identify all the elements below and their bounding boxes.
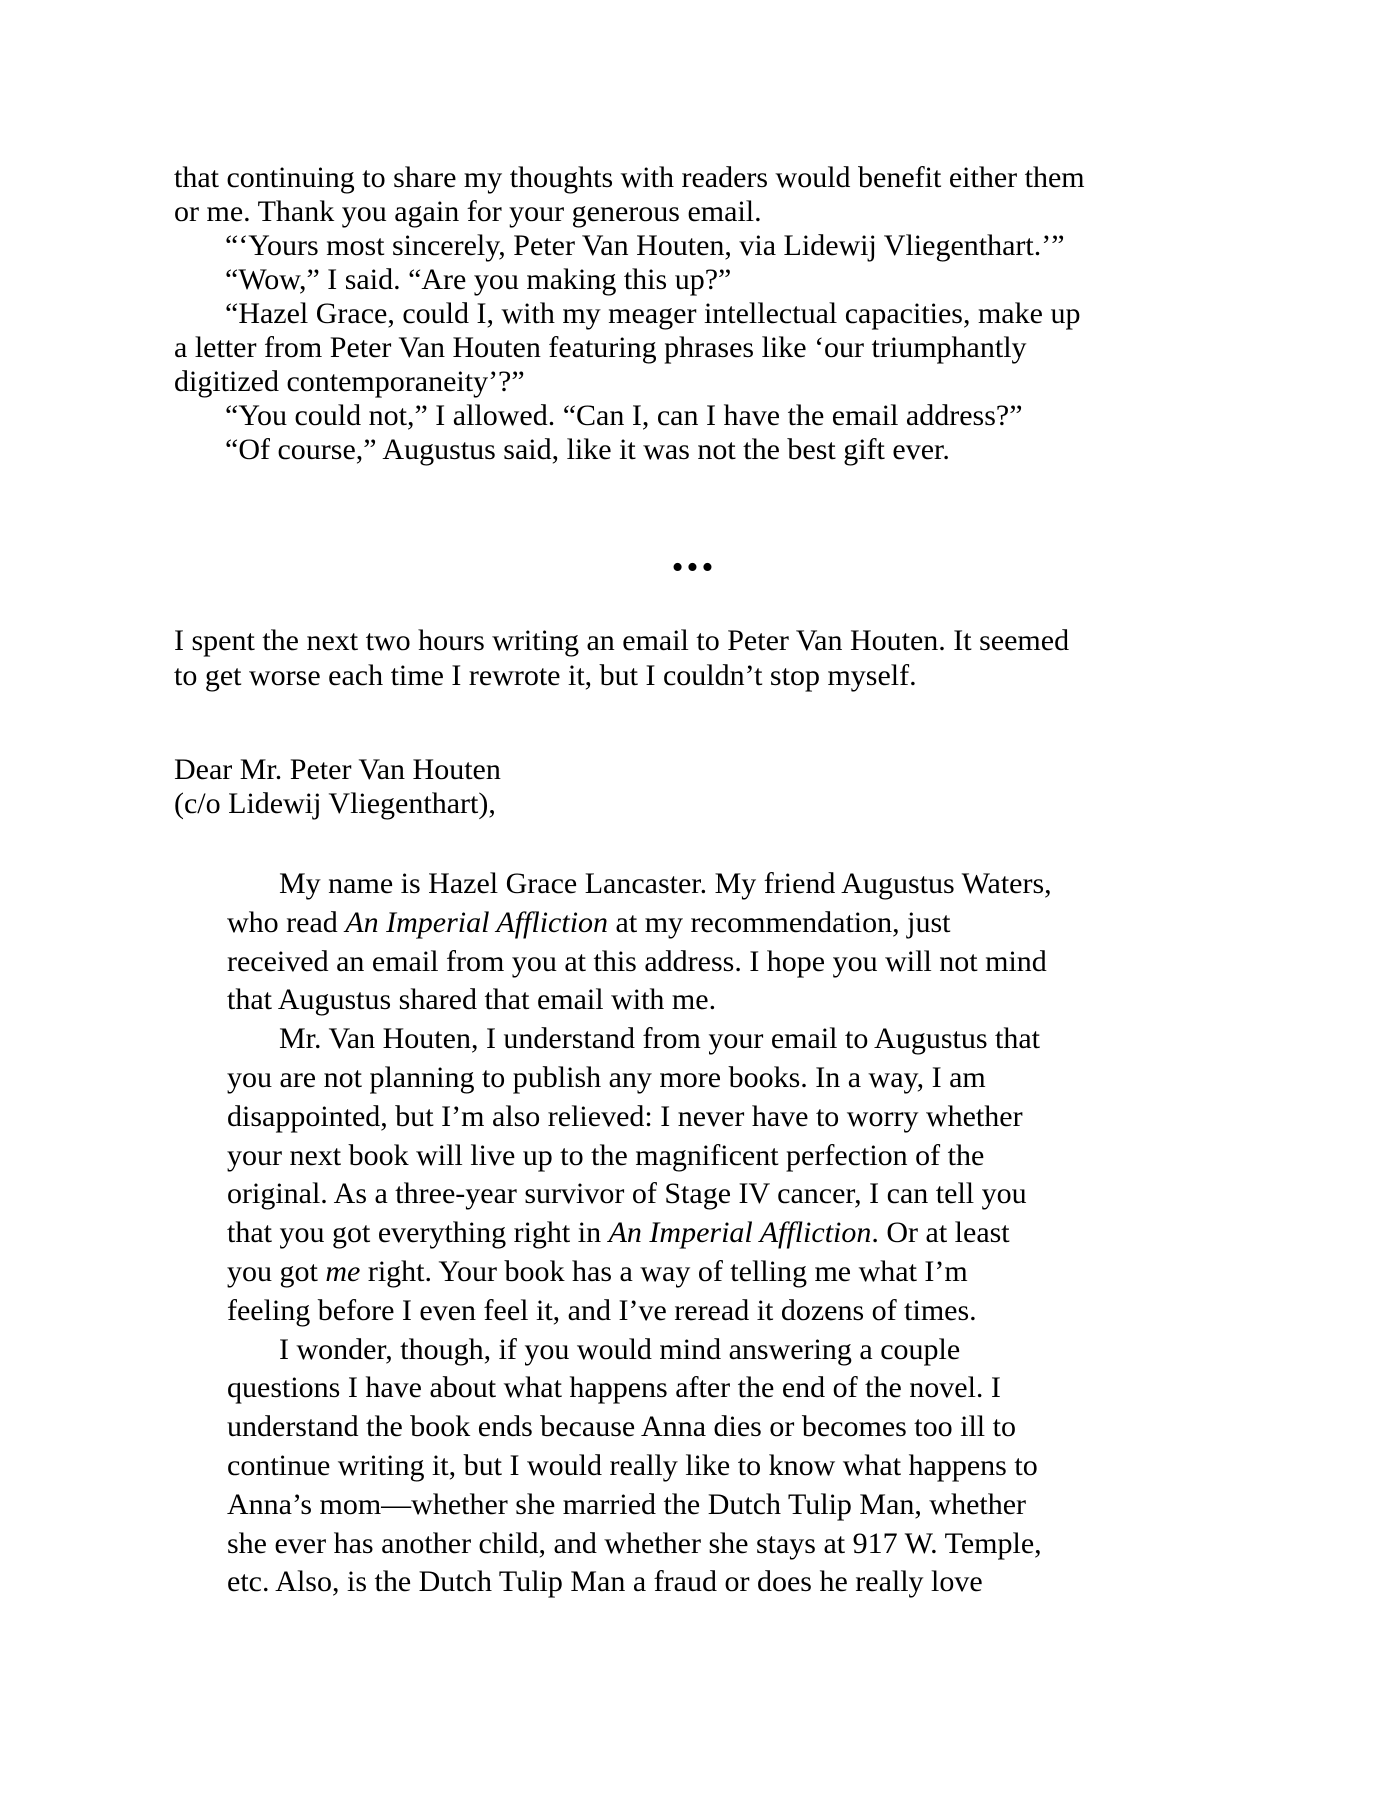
text-line	[227, 865, 1237, 904]
paragraph	[174, 229, 1234, 263]
paragraph	[174, 753, 1234, 821]
narration-after-break	[174, 624, 1234, 693]
text-segment: Dear Mr. Peter Van Houten	[174, 753, 501, 786]
italic-text: An Imperial Affliction	[345, 905, 609, 939]
text-segment: continue writing it, but I would really like to know what happens to	[227, 1448, 1038, 1482]
paragraph	[227, 865, 1237, 1020]
text-line	[227, 1020, 1237, 1059]
text-segment: understand the book ends because Anna dies or becomes too ill to	[227, 1410, 1016, 1444]
text-segment: disappointed, but I’m also relieved: I never have to worry whether	[227, 1099, 1023, 1133]
text-segment: that Augustus shared that email with me.	[227, 983, 717, 1017]
text-segment: digitized contemporaneity’?”	[174, 365, 525, 398]
text-line	[174, 229, 1234, 263]
text-segment: that you got everything right in	[227, 1216, 609, 1250]
text-segment: questions I have about what happens after the end of the novel. I	[227, 1371, 1001, 1405]
text-segment: right. Your book has a way of telling me what I’m	[360, 1254, 968, 1288]
text-segment: I spent the next two hours writing an email to Peter Van Houten. It seemed	[174, 624, 1070, 657]
text-line	[227, 1408, 1237, 1447]
text-segment: original. As a three-year survivor of Stage IV cancer, I can tell you	[227, 1177, 1027, 1211]
text-segment: I wonder, though, if you would mind answering a couple	[279, 1332, 961, 1366]
text-line	[174, 753, 1234, 787]
italic-text: An Imperial Affliction	[608, 1216, 872, 1250]
text-segment: . Or at least	[871, 1216, 1010, 1250]
text-segment: “Hazel Grace, could I, with my meager intellectual capacities, make up	[225, 297, 1081, 330]
text-line	[227, 943, 1237, 982]
text-segment: that continuing to share my thoughts with readers would benefit either them	[174, 161, 1085, 194]
text-line	[174, 195, 1234, 229]
text-line	[227, 1447, 1237, 1486]
paragraph	[227, 1331, 1237, 1603]
text-segment: received an email from you at this address. I hope you will not mind	[227, 944, 1047, 978]
text-segment: to get worse each time I rewrote it, but I couldn’t stop myself.	[174, 658, 917, 692]
text-line	[174, 365, 1234, 399]
text-line	[227, 1214, 1237, 1253]
text-line	[227, 1369, 1237, 1408]
text-segment: (c/o Lidewij Vliegenthart),	[174, 787, 496, 820]
text-line	[227, 1486, 1237, 1525]
text-line	[174, 331, 1234, 365]
text-segment: or me. Thank you again for your generous email.	[174, 195, 762, 228]
text-segment: “‘Yours most sincerely, Peter Van Houten, via Lidewij Vliegenthart.’”	[225, 229, 1065, 262]
text-segment: you got	[227, 1254, 326, 1288]
paragraph	[174, 399, 1234, 433]
text-segment: at my recommendation, just	[608, 905, 951, 939]
text-segment: “Wow,” I said. “Are you making this up?”	[225, 263, 732, 296]
text-line	[174, 787, 1234, 821]
letter-salutation	[174, 753, 1234, 821]
scene-break-dots: •••	[671, 549, 717, 586]
text-line	[227, 1331, 1237, 1370]
paragraph	[227, 1020, 1237, 1330]
text-line	[227, 1175, 1237, 1214]
text-line	[227, 1563, 1237, 1602]
text-line	[174, 433, 1234, 467]
paragraph	[174, 624, 1234, 693]
paragraph	[174, 433, 1234, 467]
text-segment: etc. Also, is the Dutch Tulip Man a fraud or does he really love	[227, 1565, 983, 1599]
text-line	[174, 399, 1234, 433]
paragraph	[174, 161, 1234, 229]
paragraph	[174, 297, 1234, 399]
text-line	[227, 1253, 1237, 1292]
text-line	[174, 297, 1234, 331]
text-line	[174, 161, 1234, 195]
text-line	[174, 624, 1234, 659]
text-segment: My name is Hazel Grace Lancaster. My friend Augustus Waters,	[279, 867, 1052, 900]
scene-break-separator	[174, 551, 1214, 585]
text-segment: she ever has another child, and whether she stays at 917 W. Temple,	[227, 1526, 1042, 1560]
paragraph	[174, 263, 1234, 297]
text-line	[227, 1059, 1237, 1098]
text-segment: Anna’s mom—whether she married the Dutch Tulip Man, whether	[227, 1487, 1027, 1521]
text-segment: who read	[227, 905, 346, 939]
text-segment: a letter from Peter Van Houten featuring phrases like ‘our triumphantly	[174, 331, 1027, 364]
text-line	[227, 1098, 1237, 1137]
text-line	[227, 1137, 1237, 1176]
text-line	[227, 904, 1237, 943]
text-line	[174, 659, 1234, 694]
text-segment: you are not planning to publish any more books. In a way, I am	[227, 1060, 986, 1094]
text-line	[227, 1292, 1237, 1331]
text-line	[174, 263, 1234, 297]
narrative-section	[174, 161, 1234, 467]
text-segment: Mr. Van Houten, I understand from your email to Augustus that	[279, 1022, 1041, 1056]
text-segment: your next book will live up to the magnificent perfection of the	[227, 1138, 985, 1172]
text-segment: feeling before I even feel it, and I’ve reread it dozens of times.	[227, 1293, 977, 1327]
text-line	[227, 981, 1237, 1020]
letter-body	[227, 865, 1237, 1602]
text-segment: “You could not,” I allowed. “Can I, can I have the email address?”	[225, 399, 1023, 432]
text-segment: “Of course,” Augustus said, like it was not the best gift ever.	[225, 433, 950, 466]
text-line	[227, 1525, 1237, 1564]
italic-text: me	[325, 1254, 361, 1288]
